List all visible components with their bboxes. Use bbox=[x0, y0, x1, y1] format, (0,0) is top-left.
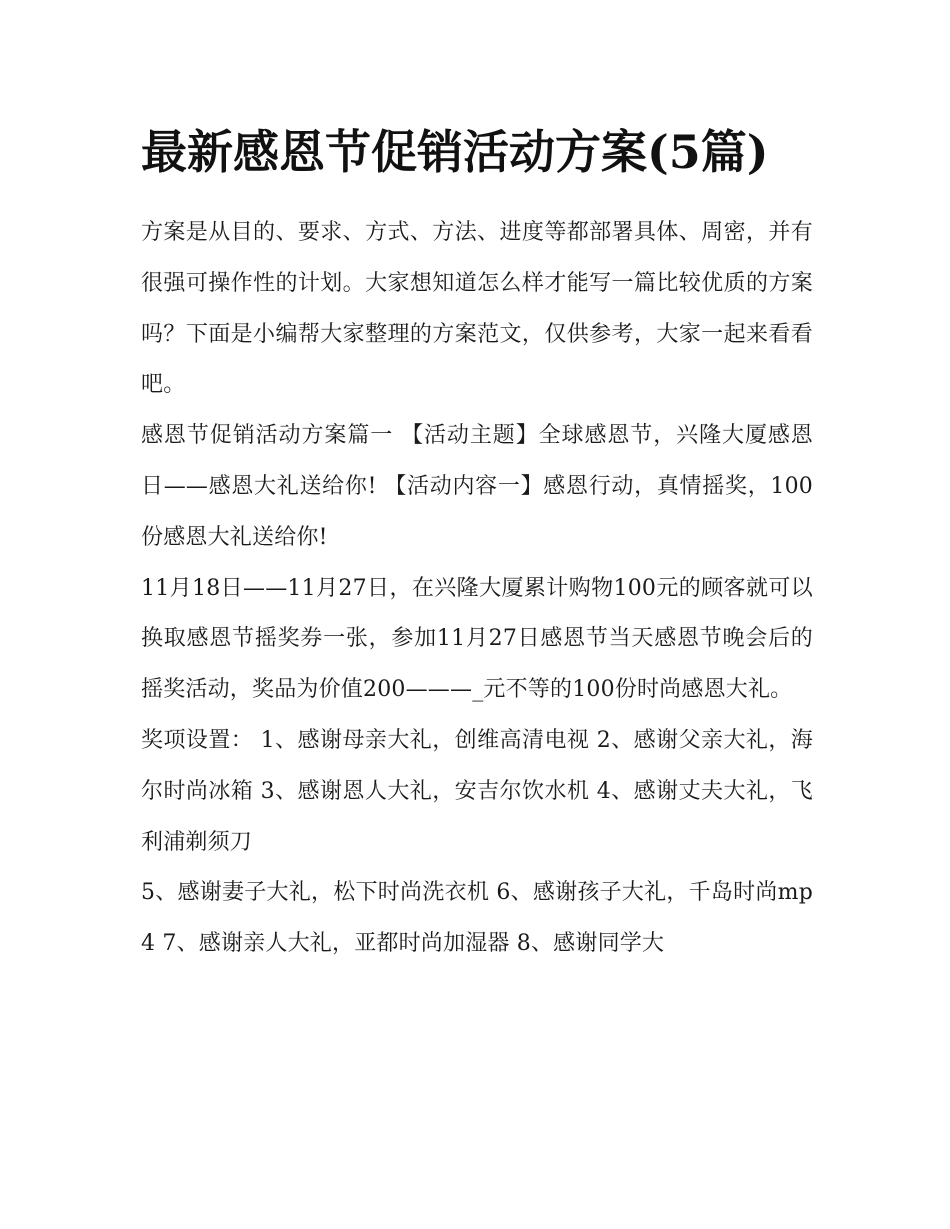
document-title: 最新感恩节促销活动方案(5篇) bbox=[141, 125, 769, 179]
document-body bbox=[141, 112, 813, 970]
paragraph-prizes-1: 奖项设置： 1、感谢母亲大礼，创维高清电视 2、感谢父亲大礼，海尔时尚冰箱 3、感谢恩人大礼，安吉尔饮水机 4、感谢丈夫大礼，飞利浦剃须刀 bbox=[141, 727, 813, 855]
paragraph-prizes-2: 5、感谢妻子大礼，松下时尚洗衣机 6、感谢孩子大礼，千岛时尚mp4 7、感谢亲人大礼，亚都时尚加湿器 8、感谢同学大 bbox=[141, 880, 813, 957]
paragraph-theme: 感恩节促销活动方案篇一 【活动主题】全球感恩节，兴隆大厦感恩日——感恩大礼送给你! 【活动内容一】感恩行动，真情摇奖，100份感恩大礼送给你! bbox=[141, 423, 813, 550]
paragraph-dates: 11月18日——11月27日，在兴隆大厦累计购物100元的顾客就可以换取感恩节摇奖券一张，参加11月27日感恩节当天感恩节晚会后的摇奖活动，奖品为价值200———_元不等的100份时尚感恩大礼。 bbox=[141, 575, 813, 703]
paragraph-intro: 方案是从目的、要求、方式、方法、进度等都部署具体、周密，并有很强可操作性的计划。大家想知道怎么样才能写一篇比较优质的方案吗？下面是小编帮大家整理的方案范文，仅供参考，大家一起来看看吧。 bbox=[141, 220, 813, 398]
